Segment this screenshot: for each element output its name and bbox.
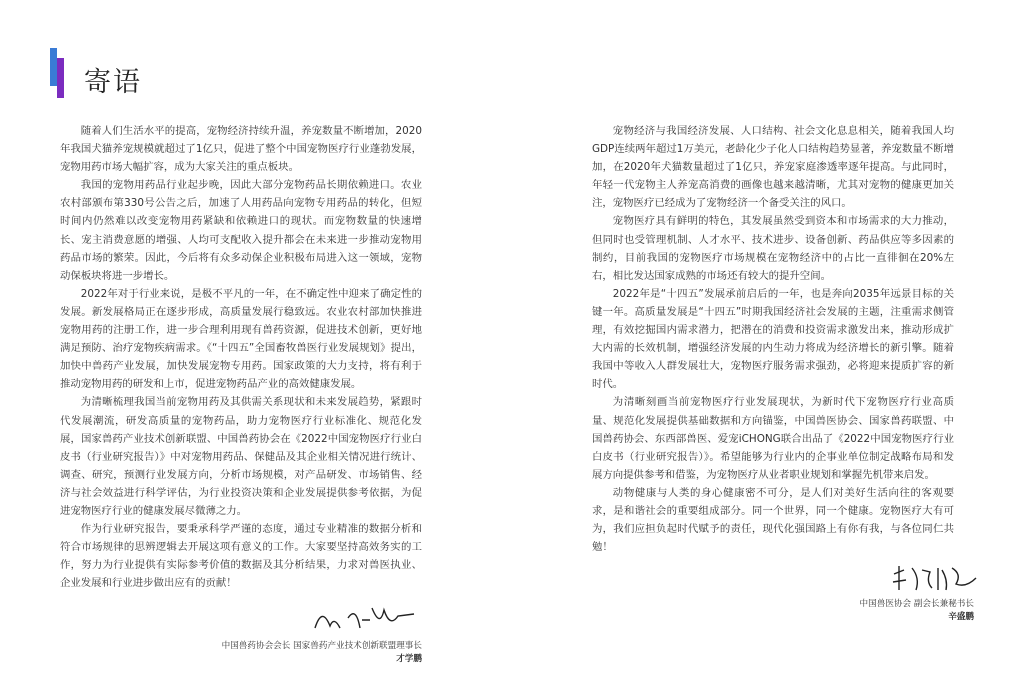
signature-right-name: 辛盛鹏 bbox=[948, 612, 974, 622]
page-title: 寄语 bbox=[84, 67, 142, 98]
right-paragraph-2: 宠物医疗具有鲜明的特色，其发展虽然受到资本和市场需求的大力推动，但同时也受管理机制、人才水平、技术进步、设备创新、药品供应等多因素的制约，目前我国的宠物医疗市场规模在宠物经济中的占比一直徘徊在20%左右，相比发达国家成熟的市场还有较大的提升空间。 bbox=[592, 215, 954, 282]
left-column bbox=[60, 122, 422, 592]
handwritten-signature-right bbox=[890, 560, 980, 596]
title-accent-bar-purple bbox=[57, 58, 64, 98]
left-paragraph-1: 随着人们生活水平的提高，宠物经济持续升温，养宠数量不断增加，2020年我国犬猫养宠规模就超过了1亿只，促进了整个中国宠物医疗行业蓬勃发展，宠物用药市场大幅扩容，成为大家关注的重点板块。 bbox=[60, 125, 422, 174]
right-paragraph-4: 为清晰刻画当前宠物医疗行业发展现状，为新时代下宠物医疗行业高质量、规范化发展提供基础数据和方向锚鉴，中国兽医协会、国家兽药联盟、中国兽药协会、东西部兽医、爱宠iCHONG联合出品了《2022中国宠物医疗行业白皮书（行业研究报告）》。希望能够为行业内的企事业单位制定战略布局和发展方向提供参考和借鉴，为宠物医疗从业者职业规划和掌握先机带来启发。 bbox=[592, 396, 954, 481]
right-column bbox=[592, 122, 954, 556]
right-paragraph-3: 2022年是“十四五”发展承前启后的一年，也是奔向2035年远景目标的关键一年。高质量发展是“十四五”时期我国经济社会发展的主题，注重需求侧管理，有效挖掘国内需求潜力，把潜在的消费和投资需求激发出来，推动形成扩大内需的长效机制，增强经济发展的内生动力将成为经济增长的新引擎。随着我国中等收入人群发展壮大，宠物医疗服务需求强劲，必将迎来提质扩容的新时代。 bbox=[592, 287, 954, 391]
title-accent-bar-blue bbox=[50, 48, 57, 86]
left-paragraph-2: 我国的宠物用药品行业起步晚，因此大部分宠物药品长期依赖进口。农业农村部颁布第330号公告之后，加速了人用药品向宠物专用药品的转化，但短时间内仍然难以改变宠物用药紧缺和依赖进口的现状。而宠物数量的快速增长、宠主消费意愿的增强、人均可支配收入提升都会在未来进一步推动宠物用药品市场的繁荣。因此，今后将有众多动保企业积极布局进入这一领域，宠物动保板块将进一步增长。 bbox=[60, 179, 422, 282]
handwritten-signature-left bbox=[310, 598, 420, 638]
left-paragraph-3: 2022年对于行业来说，是极不平凡的一年，在不确定性中迎来了确定性的发展。新发展格局正在逐步形成，高质量发展行稳致远。农业农村部加快推进宠物用药的注册工作，进一步合理利用现有兽药资源，促进技术创新，更好地满足预防、治疗宠物疾病需求。《“十四五”全国畜牧兽医行业发展规划》提出，加快中兽药产业发展，加快发展宠物专用药。国家政策的大力支持，将有利于推动宠物用药的研发和上市，促进宠物药品产业的高效健康发展。 bbox=[60, 287, 422, 391]
left-paragraph-4: 为清晰梳理我国当前宠物用药及其供需关系现状和未来发展趋势，紧跟时代发展潮流，研发高质量的宠物药品，助力宠物医疗行业标准化、规范化发展，国家兽药产业技术创新联盟、中国兽药协会在《2022中国宠物医疗行业白皮书（行业研究报告）》中对宠物用药品、保健品及其企业相关情况进行统计、调查、研究，预测行业发展方向，分析市场规模，对产品研发、市场销售、经济与社会效益进行科学评估，为行业投资决策和企业发展提供参考依据，为促进宠物医疗行业的健康发展尽微薄之力。 bbox=[60, 396, 422, 517]
left-paragraph-5: 作为行业研究报告，要秉承科学严谨的态度，通过专业精准的数据分析和符合市场规律的思辨逻辑去开展这项有意义的工作。大家要坚持高效务实的工作，努力为行业提供有实际参考价值的数据及其分析结果，力求对兽医执业、企业发展和行业进步做出应有的贡献！ bbox=[60, 523, 422, 590]
right-paragraph-5: 动物健康与人类的身心健康密不可分，是人们对美好生活向往的客观要求，是和谐社会的重要组成部分。同一个世界，同一个健康。宠物医疗大有可为，我们应担负起时代赋予的责任，现代化强国路上有你有我，与各位同仁共勉！ bbox=[592, 486, 954, 554]
right-paragraph-1: 宠物经济与我国经济发展、人口结构、社会文化息息相关，随着我国人均GDP连续两年超过1万美元，老龄化少子化人口结构趋势显著，养宠数量不断增加，在2020年犬猫数量超过了1亿只，养宠家庭渗透率逐年提高。与此同时，年轻一代宠物主人养宠高消费的画像也越来越清晰，尤其对宠物的健康更加关注，宠物医疗已经成为了宠物经济一个备受关注的风口。 bbox=[592, 125, 954, 210]
signature-left-title: 中国兽药协会会长 国家兽药产业技术创新联盟理事长 bbox=[221, 641, 422, 651]
signature-right-title: 中国兽医协会 副会长兼秘书长 bbox=[859, 599, 974, 609]
signature-right-block bbox=[860, 598, 974, 624]
signature-left-name: 才学鹏 bbox=[396, 654, 422, 664]
signature-left-block bbox=[222, 640, 422, 666]
